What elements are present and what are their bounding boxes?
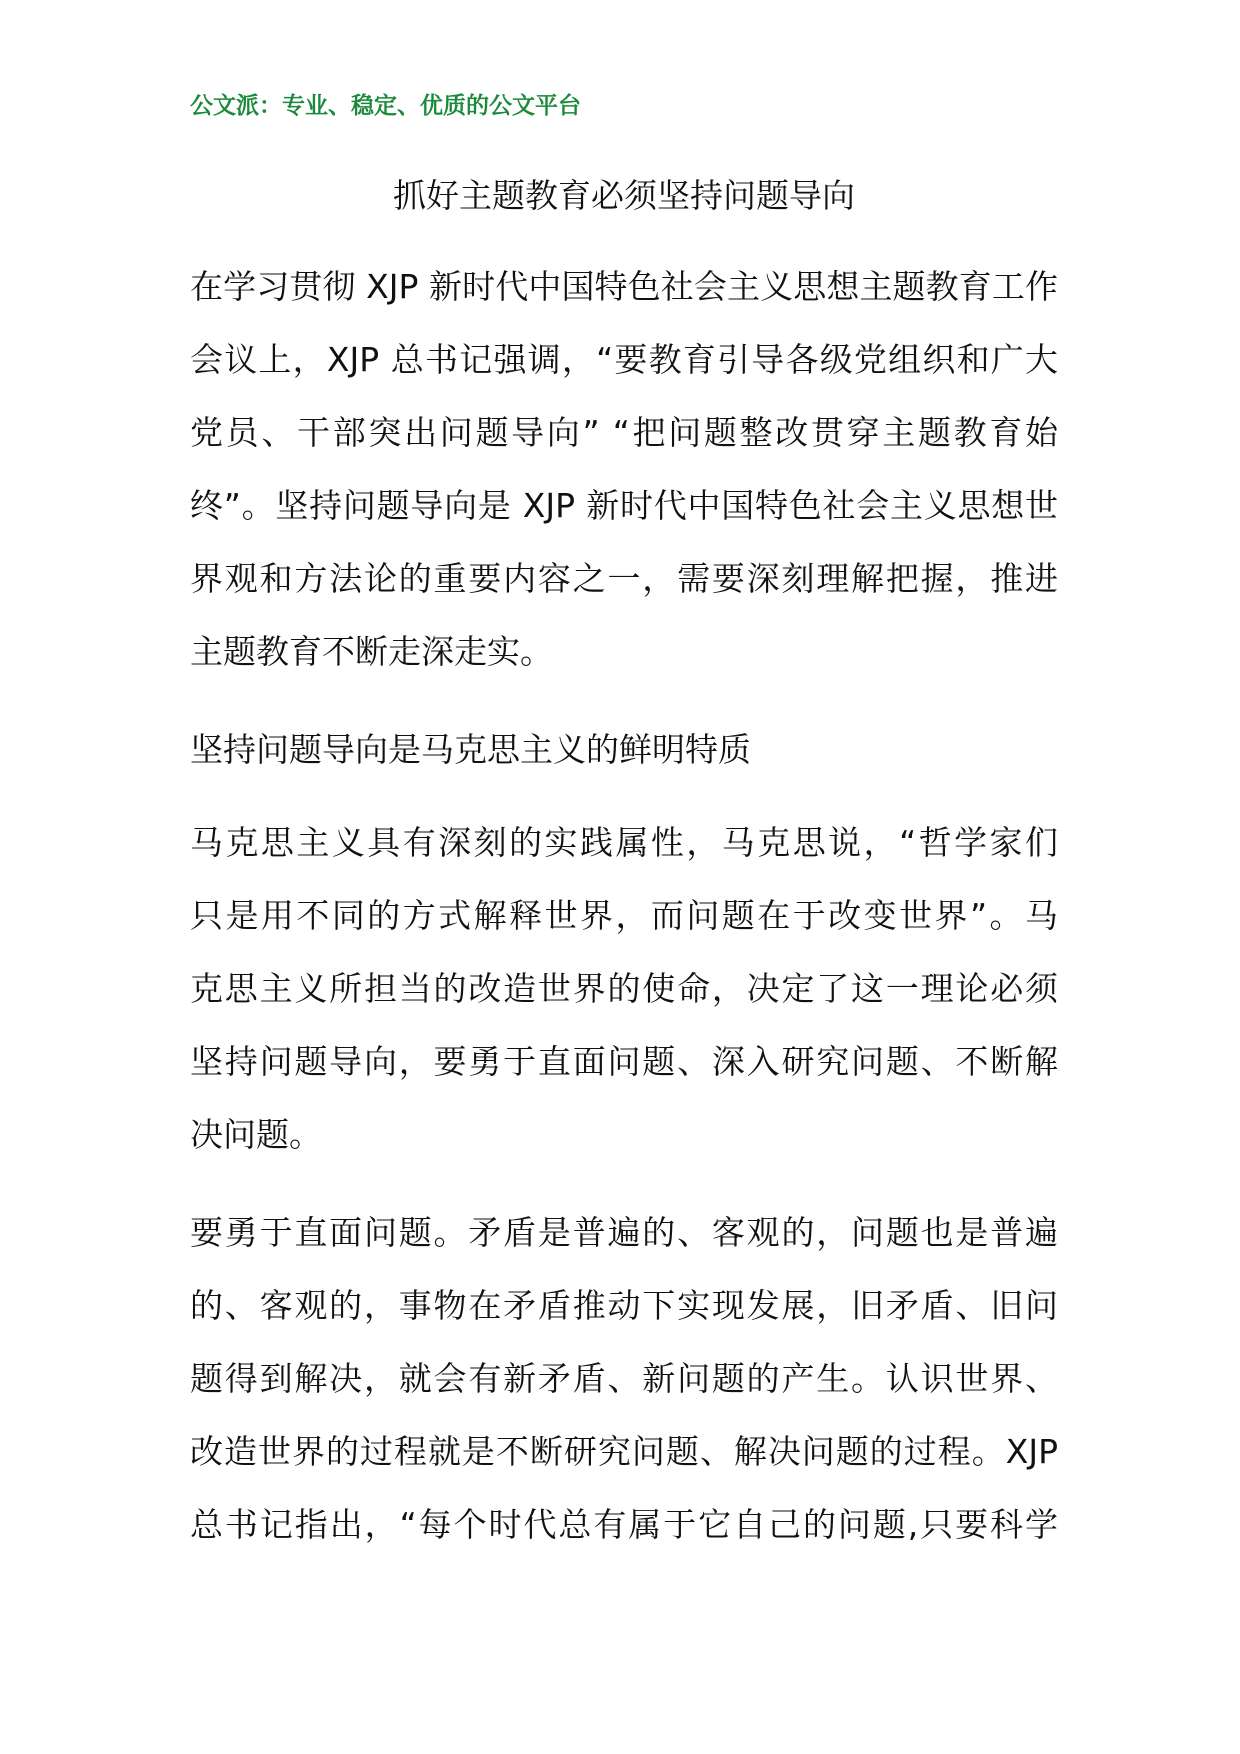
paragraph-line: 决问题。: [190, 1115, 322, 1154]
paragraph-line: 会议上，XJP 总书记强调，“要教育引导各级党组织和广大: [190, 340, 1058, 379]
paragraph-line: 党员、干部突出问题导向” “把问题整改贯穿主题教育始: [190, 413, 1058, 452]
paragraph-line: 马克思主义具有深刻的实践属性，马克思说，“哲学家们: [190, 823, 1058, 862]
paragraph-line: 改造世界的过程就是不断研究问题、解决问题的过程。XJP: [190, 1432, 1058, 1471]
paragraph-line: 的、客观的，事物在矛盾推动下实现发展，旧矛盾、旧问: [190, 1286, 1058, 1325]
paragraph-line: 克思主义所担当的改造世界的使命，决定了这一理论必须: [190, 969, 1058, 1008]
document-title: 抓好主题教育必须坚持问题导向: [393, 176, 855, 215]
paragraph-line: 题得到解决，就会有新矛盾、新问题的产生。认识世界、: [190, 1359, 1058, 1398]
section-heading-text: 坚持问题导向是马克思主义的鲜明特质: [190, 730, 751, 769]
paragraph-line: 只是用不同的方式解释世界，而问题在于改变世界”。马: [190, 896, 1058, 935]
paragraph-line: 在学习贯彻 XJP 新时代中国特色社会主义思想主题教育工作: [190, 267, 1058, 306]
paragraph-line: 总书记指出，“每个时代总有属于它自己的问题,只要科学: [190, 1505, 1058, 1544]
paragraph-line: 终”。坚持问题导向是 XJP 新时代中国特色社会主义思想世: [190, 486, 1058, 525]
paragraph-line: 界观和方法论的重要内容之一，需要深刻理解把握，推进: [190, 559, 1058, 598]
paragraph-line: 坚持问题导向，要勇于直面问题、深入研究问题、不断解: [190, 1042, 1058, 1081]
paragraph-line: 要勇于直面问题。矛盾是普遍的、客观的，问题也是普遍: [190, 1213, 1058, 1252]
paragraph-line: 主题教育不断走深走实。: [190, 632, 553, 671]
brand-header: 公文派：专业、稳定、优质的公文平台: [190, 92, 581, 119]
